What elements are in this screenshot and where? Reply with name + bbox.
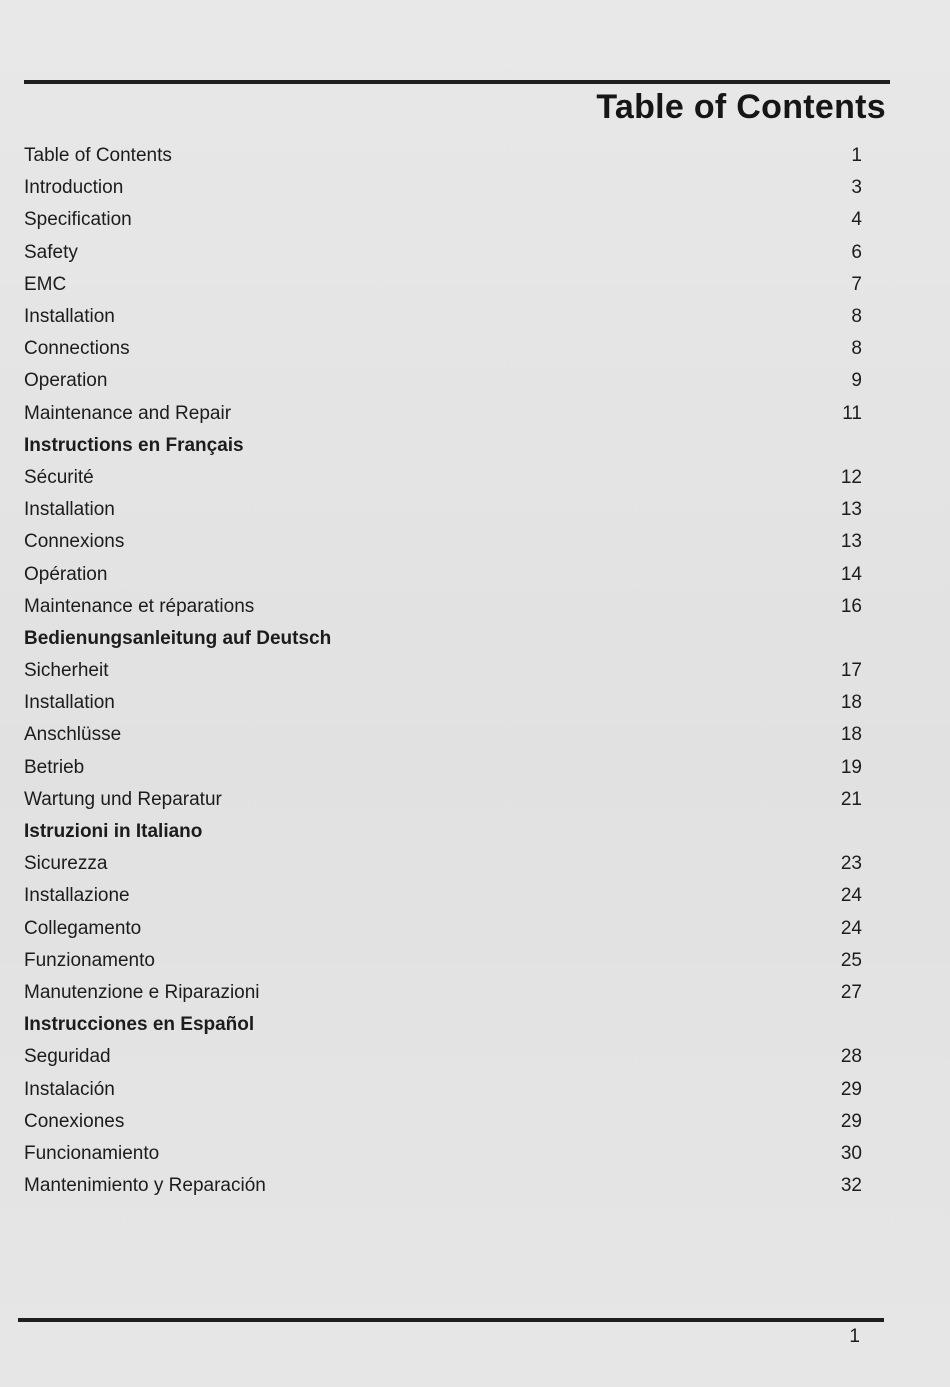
toc-entry-title: Instalación <box>24 1078 115 1100</box>
toc-entry-title: Opération <box>24 563 108 585</box>
toc-entry <box>24 269 862 301</box>
toc-entry-title: Funcionamiento <box>24 1142 160 1164</box>
toc-entry <box>24 1073 862 1105</box>
toc-entry-title: Wartung und Reparatur <box>24 788 222 810</box>
table-of-contents <box>24 140 862 1202</box>
toc-entry-title: Safety <box>24 241 78 263</box>
toc-entry-title: Collegamento <box>24 917 142 939</box>
toc-entry-title: Installation <box>24 499 115 521</box>
toc-entry-title: Sicherheit <box>24 660 109 682</box>
toc-entry-title: Bedienungsanleitung auf Deutsch <box>24 627 332 649</box>
toc-entry-page: 24 <box>840 885 862 907</box>
toc-entry-title: Instrucciones en Español <box>24 1014 255 1036</box>
toc-entry <box>24 333 862 365</box>
toc-entry-page: 13 <box>840 499 862 521</box>
toc-entry <box>24 1106 862 1138</box>
bottom-rule <box>18 1318 884 1322</box>
toc-entry-title: Installazione <box>24 885 130 907</box>
toc-entry-page: 21 <box>840 788 862 810</box>
toc-entry <box>24 558 862 590</box>
toc-entry <box>24 784 862 816</box>
toc-entry <box>24 591 862 623</box>
toc-entry-page: 18 <box>840 724 862 746</box>
toc-entry-title: Introduction <box>24 177 124 199</box>
toc-entry-page: 6 <box>851 241 862 263</box>
toc-entry-page: 18 <box>840 692 862 714</box>
toc-entry-page: 4 <box>851 209 862 231</box>
toc-entry-title: Conexiones <box>24 1110 125 1132</box>
toc-entry-title: Manutenzione e Riparazioni <box>24 981 260 1003</box>
toc-entry-page: 24 <box>840 917 862 939</box>
page-title: Table of Contents <box>596 88 886 126</box>
toc-entry <box>24 655 862 687</box>
toc-entry <box>24 913 862 945</box>
toc-entry-title: Connections <box>24 338 130 360</box>
toc-entry-page: 27 <box>840 981 862 1003</box>
toc-entry-page: 30 <box>840 1142 862 1164</box>
toc-entry-page: 25 <box>840 949 862 971</box>
top-rule <box>24 80 890 84</box>
toc-entry <box>24 172 862 204</box>
toc-section-heading <box>24 430 862 462</box>
toc-entry-page: 12 <box>840 466 862 488</box>
toc-entry <box>24 398 862 430</box>
toc-entry-title: Installation <box>24 306 115 328</box>
toc-entry <box>24 526 862 558</box>
toc-entry <box>24 301 862 333</box>
toc-entry-title: Anschlüsse <box>24 724 122 746</box>
toc-entry-page: 3 <box>851 177 862 199</box>
toc-entry <box>24 848 862 880</box>
toc-entry-title: Connexions <box>24 531 125 553</box>
toc-entry <box>24 977 862 1009</box>
toc-entry <box>24 880 862 912</box>
toc-entry-page: 29 <box>840 1110 862 1132</box>
toc-entry <box>24 204 862 236</box>
toc-entry-page: 29 <box>840 1078 862 1100</box>
toc-entry-page: 28 <box>840 1046 862 1068</box>
toc-entry-title: Table of Contents <box>24 145 172 167</box>
toc-entry-page: 8 <box>851 306 862 328</box>
toc-section-heading <box>24 623 862 655</box>
toc-section-heading <box>24 816 862 848</box>
toc-entry-page: 19 <box>840 756 862 778</box>
toc-entry-title: Instructions en Français <box>24 434 244 456</box>
toc-entry-title: Sicurezza <box>24 853 108 875</box>
toc-entry-page: 32 <box>840 1175 862 1197</box>
toc-entry-title: EMC <box>24 273 67 295</box>
toc-entry-title: Sécurité <box>24 466 94 488</box>
toc-entry-title: Specification <box>24 209 132 231</box>
toc-entry-page: 11 <box>842 402 862 424</box>
toc-entry-title: Funzionamento <box>24 949 155 971</box>
toc-entry-title: Maintenance and Repair <box>24 402 232 424</box>
toc-entry <box>24 687 862 719</box>
toc-entry-page: 13 <box>840 531 862 553</box>
toc-entry-title: Operation <box>24 370 108 392</box>
toc-entry <box>24 1138 862 1170</box>
toc-entry <box>24 1170 862 1202</box>
toc-entry <box>24 719 862 751</box>
toc-section-heading <box>24 1009 862 1041</box>
toc-entry <box>24 140 862 172</box>
toc-entry-page: 9 <box>851 370 862 392</box>
toc-entry-title: Maintenance et réparations <box>24 595 255 617</box>
toc-entry-title: Betrieb <box>24 756 85 778</box>
toc-entry-title: Mantenimiento y Reparación <box>24 1175 266 1197</box>
toc-entry-page: 16 <box>840 595 862 617</box>
toc-entry-page: 1 <box>851 145 862 167</box>
toc-entry <box>24 752 862 784</box>
toc-entry-page: 23 <box>840 853 862 875</box>
toc-entry <box>24 1041 862 1073</box>
toc-entry <box>24 365 862 397</box>
toc-entry <box>24 494 862 526</box>
toc-entry-title: Istruzioni in Italiano <box>24 821 203 843</box>
toc-entry-title: Seguridad <box>24 1046 111 1068</box>
toc-entry <box>24 237 862 269</box>
toc-entry-page: 8 <box>851 338 862 360</box>
toc-entry-title: Installation <box>24 692 115 714</box>
toc-entry <box>24 945 862 977</box>
toc-entry-page: 14 <box>840 563 862 585</box>
toc-entry <box>24 462 862 494</box>
page-number: 1 <box>849 1326 860 1347</box>
toc-entry-page: 7 <box>851 273 862 295</box>
toc-entry-page: 17 <box>840 660 862 682</box>
